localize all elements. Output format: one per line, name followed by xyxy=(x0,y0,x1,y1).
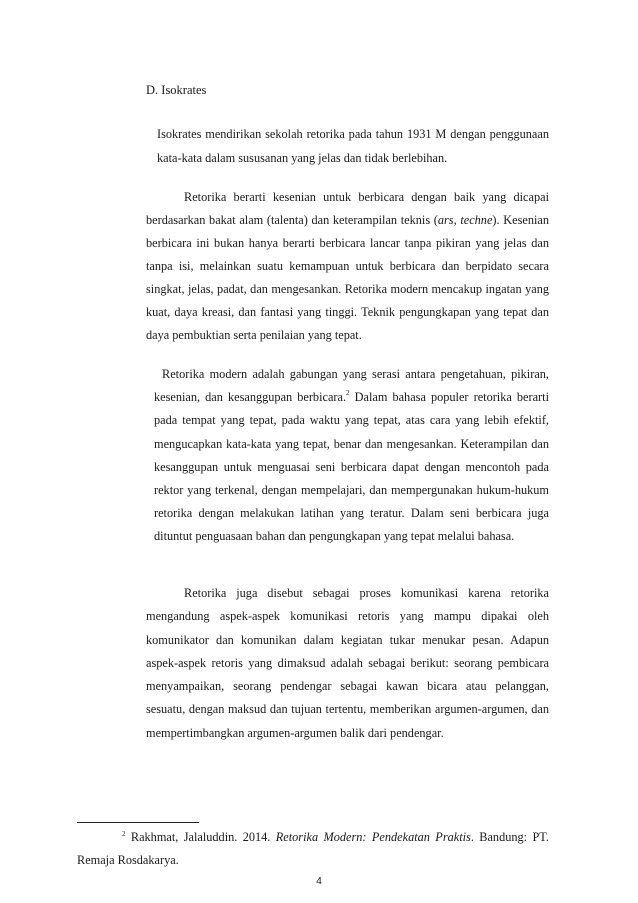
paragraph-retorika-definition xyxy=(146,186,549,347)
footnote-reference[interactable]: 2 xyxy=(346,389,350,398)
footnote-text: Rakhmat, Jalaluddin. 2014. xyxy=(125,830,276,844)
footnote-text: . Bandung: PT. Remaja Rosdakarya. xyxy=(77,830,549,867)
term-ars: ars xyxy=(437,213,454,227)
footnote-book-title: Retorika Modern: Pendekatan Praktis xyxy=(275,830,471,844)
footnote xyxy=(77,826,549,872)
paragraph-text: Retorika berarti kesenian untuk berbicara dengan baik yang dicapai berdasarkan bakat alam (talenta) dan keterampilan teknis ( xyxy=(146,190,549,227)
paragraph-retorika-komunikasi: Retorika juga disebut sebagai proses komunikasi karena retorika mengandung aspek-aspek komunikasi retoris yang mampu dipakai oleh komunikator dan komunikan dalam kegiatan tukar menukar pesan. Adapun aspek-aspek retoris yang dimaksud adalah sebagai berikut: seorang pembicara menyampaikan, seorang pendengar sebagai kawan bicara atau pelanggan, sesuatu, dengan maksud dan tujuan tertentu, memberikan argumen-argumen, dan mempertimbangkan argumen-argumen balik dari pendengar. xyxy=(146,586,549,740)
separator: , xyxy=(453,213,461,227)
footnote-number: 2 xyxy=(122,830,126,838)
footnote-divider xyxy=(77,822,199,823)
section-heading: D. Isokrates xyxy=(146,83,207,97)
term-techne: techne xyxy=(460,213,493,227)
paragraph-text: ). Kesenian berbicara ini bukan hanya berarti berbicara lancar tanpa pikiran yang jelas dan tanpa isi, melainkan suatu kemampuan untuk berbicara dan berpidato secara singkat, jelas, padat, dan mengesankan. Retorika modern mencakup ingatan yang kuat, daya kreasi, dan fantasi yang tinggi. Teknik pengungkapan yang tepat dan daya pembuktian serta penilaian yang tepat. xyxy=(146,213,549,342)
paragraph-isokrates-intro: Isokrates mendirikan sekolah retorika pada tahun 1931 M dengan penggunaan kata-kata dalam sususanan yang jelas dan tidak berlebihan. xyxy=(157,127,549,165)
paragraph-text: Dalam bahasa populer retorika berarti pada tempat yang tepat, pada waktu yang tepat, atas cara yang lebih efektif, mengucapkan kata-kata yang tepat, benar dan mengesankan. Keterampilan dan kesanggupan untuk menguasai seni berbicara dapat dengan mencontoh pada rektor yang terkenal, dengan mempelajari, dan mempergunakan hukum-hukum retorika dengan melakukan latihan yang teratur. Dalam seni berbicara juga dituntut penguasaan bahan dan pengungkapan yang tepat melalui bahasa. xyxy=(154,390,549,544)
paragraph-retorika-modern xyxy=(154,363,549,549)
paragraph-text: Retorika modern adalah gabungan yang serasi antara pengetahuan, pikiran, kesenian, dan kesanggupan berbicara. xyxy=(154,367,549,405)
page-number: 4 xyxy=(316,876,322,887)
